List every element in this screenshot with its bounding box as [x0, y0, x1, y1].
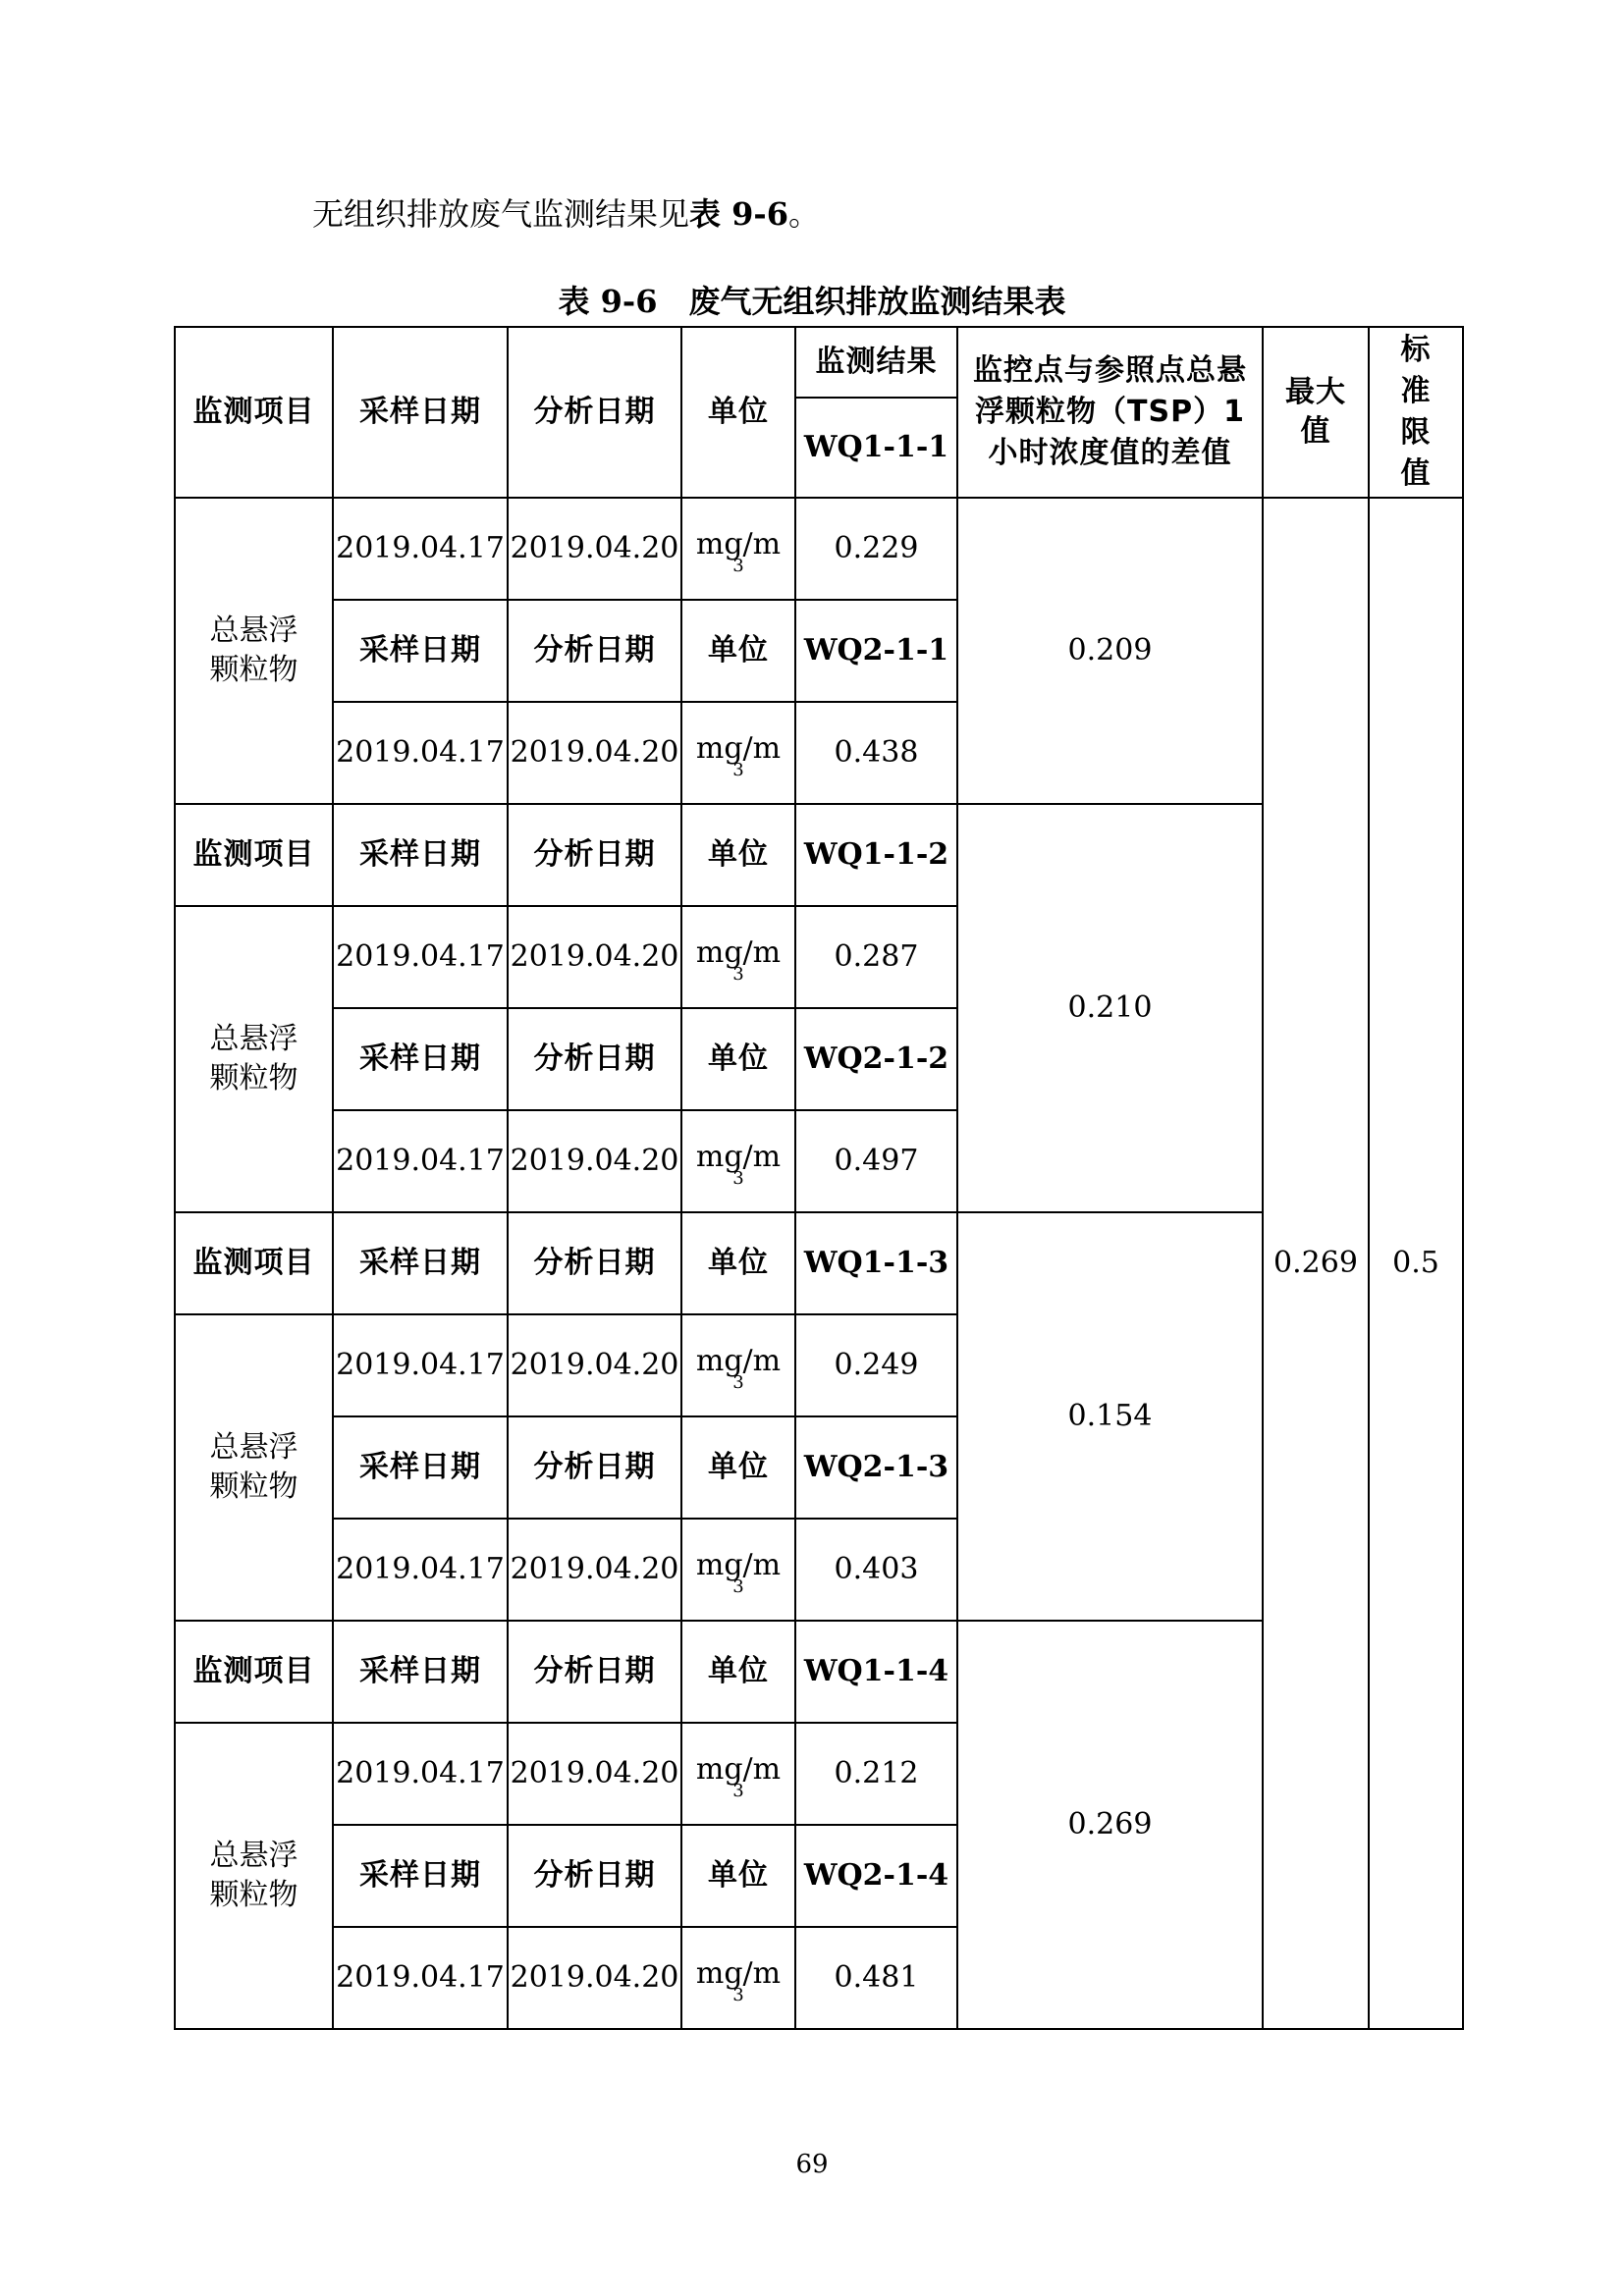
data-row: [175, 498, 1463, 600]
ref-point-code: WQ1-1-3: [795, 1212, 957, 1314]
unit-cell: [681, 1927, 795, 2029]
unit-cell: [681, 702, 795, 804]
unit-text: mg/m: [695, 1956, 782, 1991]
analysis-date: 2019.04.20: [508, 1927, 681, 2029]
ref-point-code: WQ1-1-4: [795, 1621, 957, 1723]
unit-text: mg/m: [695, 527, 782, 561]
analysis-date: 2019.04.20: [508, 498, 681, 600]
row-label-sample-date: 采样日期: [333, 804, 508, 906]
row-label-analysis-date: 分析日期: [508, 1825, 681, 1927]
sample-date: 2019.04.17: [333, 702, 508, 804]
page-number: 69: [795, 2150, 829, 2179]
header-item: 监测项目: [175, 327, 333, 498]
row-label-analysis-date: 分析日期: [508, 1416, 681, 1519]
intro-suffix: 。: [787, 195, 820, 233]
result-value: 0.249: [795, 1314, 957, 1416]
row-label-item: 监测项目: [175, 1212, 333, 1314]
sample-date: 2019.04.17: [333, 498, 508, 600]
unit-cell: [681, 1519, 795, 1621]
analysis-date: 2019.04.20: [508, 702, 681, 804]
pollutant-name: 总悬浮颗粒物: [175, 1723, 333, 2029]
row-label-item: 监测项目: [175, 804, 333, 906]
row-label-unit: 单位: [681, 600, 795, 702]
analysis-date: 2019.04.20: [508, 906, 681, 1008]
row-label-sample-date: 采样日期: [333, 600, 508, 702]
row-label-analysis-date: 分析日期: [508, 1212, 681, 1314]
pollutant-name: 总悬浮颗粒物: [175, 498, 333, 804]
row-label-analysis-date: 分析日期: [508, 600, 681, 702]
table-caption: 表 9-6 废气无组织排放监测结果表: [558, 283, 1066, 320]
row-label-sample-date: 采样日期: [333, 1212, 508, 1314]
analysis-date: 2019.04.20: [508, 1314, 681, 1416]
pollutant-name: 总悬浮颗粒物: [175, 1314, 333, 1621]
row-label-analysis-date: 分析日期: [508, 1621, 681, 1723]
row-label-analysis-date: 分析日期: [508, 1008, 681, 1110]
sample-date: 2019.04.17: [333, 1314, 508, 1416]
unit-cell: [681, 1110, 795, 1212]
row-label-sample-date: 采样日期: [333, 1621, 508, 1723]
mon-point-code: WQ2-1-1: [795, 600, 957, 702]
analysis-date: 2019.04.20: [508, 1110, 681, 1212]
unit-exponent: 3: [732, 1576, 744, 1597]
row-label-analysis-date: 分析日期: [508, 804, 681, 906]
unit-cell: [681, 906, 795, 1008]
sample-date: 2019.04.17: [333, 1723, 508, 1825]
pollutant-name: 总悬浮颗粒物: [175, 906, 333, 1212]
unit-cell: [681, 1723, 795, 1825]
unit-exponent: 3: [732, 1372, 744, 1393]
unit-text: mg/m: [695, 1752, 782, 1787]
result-value: 0.403: [795, 1519, 957, 1621]
row-label-sample-date: 采样日期: [333, 1008, 508, 1110]
unit-text: mg/m: [695, 935, 782, 970]
result-value: 0.481: [795, 1927, 957, 2029]
unit-exponent: 3: [732, 964, 744, 985]
analysis-date: 2019.04.20: [508, 1723, 681, 1825]
header-result: 监测结果: [795, 327, 957, 398]
header-unit: 单位: [681, 327, 795, 498]
row-label-sample-date: 采样日期: [333, 1416, 508, 1519]
row-label-unit: 单位: [681, 1825, 795, 1927]
unit-text: mg/m: [695, 1140, 782, 1174]
result-value: 0.287: [795, 906, 957, 1008]
header-sample-date: 采样日期: [333, 327, 508, 498]
row-label-unit: 单位: [681, 1008, 795, 1110]
result-value: 0.229: [795, 498, 957, 600]
mon-point-code: WQ2-1-3: [795, 1416, 957, 1519]
intro-table-ref: 表 9-6: [689, 195, 788, 233]
mon-point-code: WQ2-1-2: [795, 1008, 957, 1110]
row-label-sample-date: 采样日期: [333, 1825, 508, 1927]
diff-value: 0.210: [957, 804, 1263, 1212]
header-max: 最大值: [1263, 327, 1369, 498]
header-analysis-date: 分析日期: [508, 327, 681, 498]
row-label-item: 监测项目: [175, 1621, 333, 1723]
header-limit: 标准限值: [1369, 327, 1463, 498]
header-first-point: WQ1-1-1: [795, 398, 957, 498]
result-value: 0.438: [795, 702, 957, 804]
diff-value: 0.209: [957, 498, 1263, 804]
sample-date: 2019.04.17: [333, 1927, 508, 2029]
mon-point-code: WQ2-1-4: [795, 1825, 957, 1927]
unit-text: mg/m: [695, 1344, 782, 1378]
result-value: 0.497: [795, 1110, 957, 1212]
row-label-unit: 单位: [681, 1416, 795, 1519]
unit-cell: [681, 498, 795, 600]
intro-paragraph: [312, 194, 820, 234]
diff-value: 0.154: [957, 1212, 1263, 1621]
row-label-unit: 单位: [681, 804, 795, 906]
row-label-unit: 单位: [681, 1621, 795, 1723]
sample-date: 2019.04.17: [333, 1110, 508, 1212]
diff-value: 0.269: [957, 1621, 1263, 2029]
header-diff: 监控点与参照点总悬浮颗粒物（TSP）1 小时浓度值的差值: [957, 327, 1263, 498]
unit-cell: [681, 1314, 795, 1416]
sample-date: 2019.04.17: [333, 1519, 508, 1621]
unit-exponent: 3: [732, 1781, 744, 1801]
sample-date: 2019.04.17: [333, 906, 508, 1008]
analysis-date: 2019.04.20: [508, 1519, 681, 1621]
limit-value: 0.5: [1369, 498, 1463, 2029]
ref-point-code: WQ1-1-2: [795, 804, 957, 906]
unit-exponent: 3: [732, 556, 744, 576]
monitoring-results-table: [174, 326, 1464, 2030]
unit-text: mg/m: [695, 731, 782, 766]
unit-exponent: 3: [732, 1985, 744, 2005]
row-label-unit: 单位: [681, 1212, 795, 1314]
result-value: 0.212: [795, 1723, 957, 1825]
unit-exponent: 3: [732, 1168, 744, 1189]
unit-text: mg/m: [695, 1548, 782, 1582]
intro-prefix: 无组织排放废气监测结果见: [312, 195, 690, 233]
unit-exponent: 3: [732, 760, 744, 780]
max-value: 0.269: [1263, 498, 1369, 2029]
